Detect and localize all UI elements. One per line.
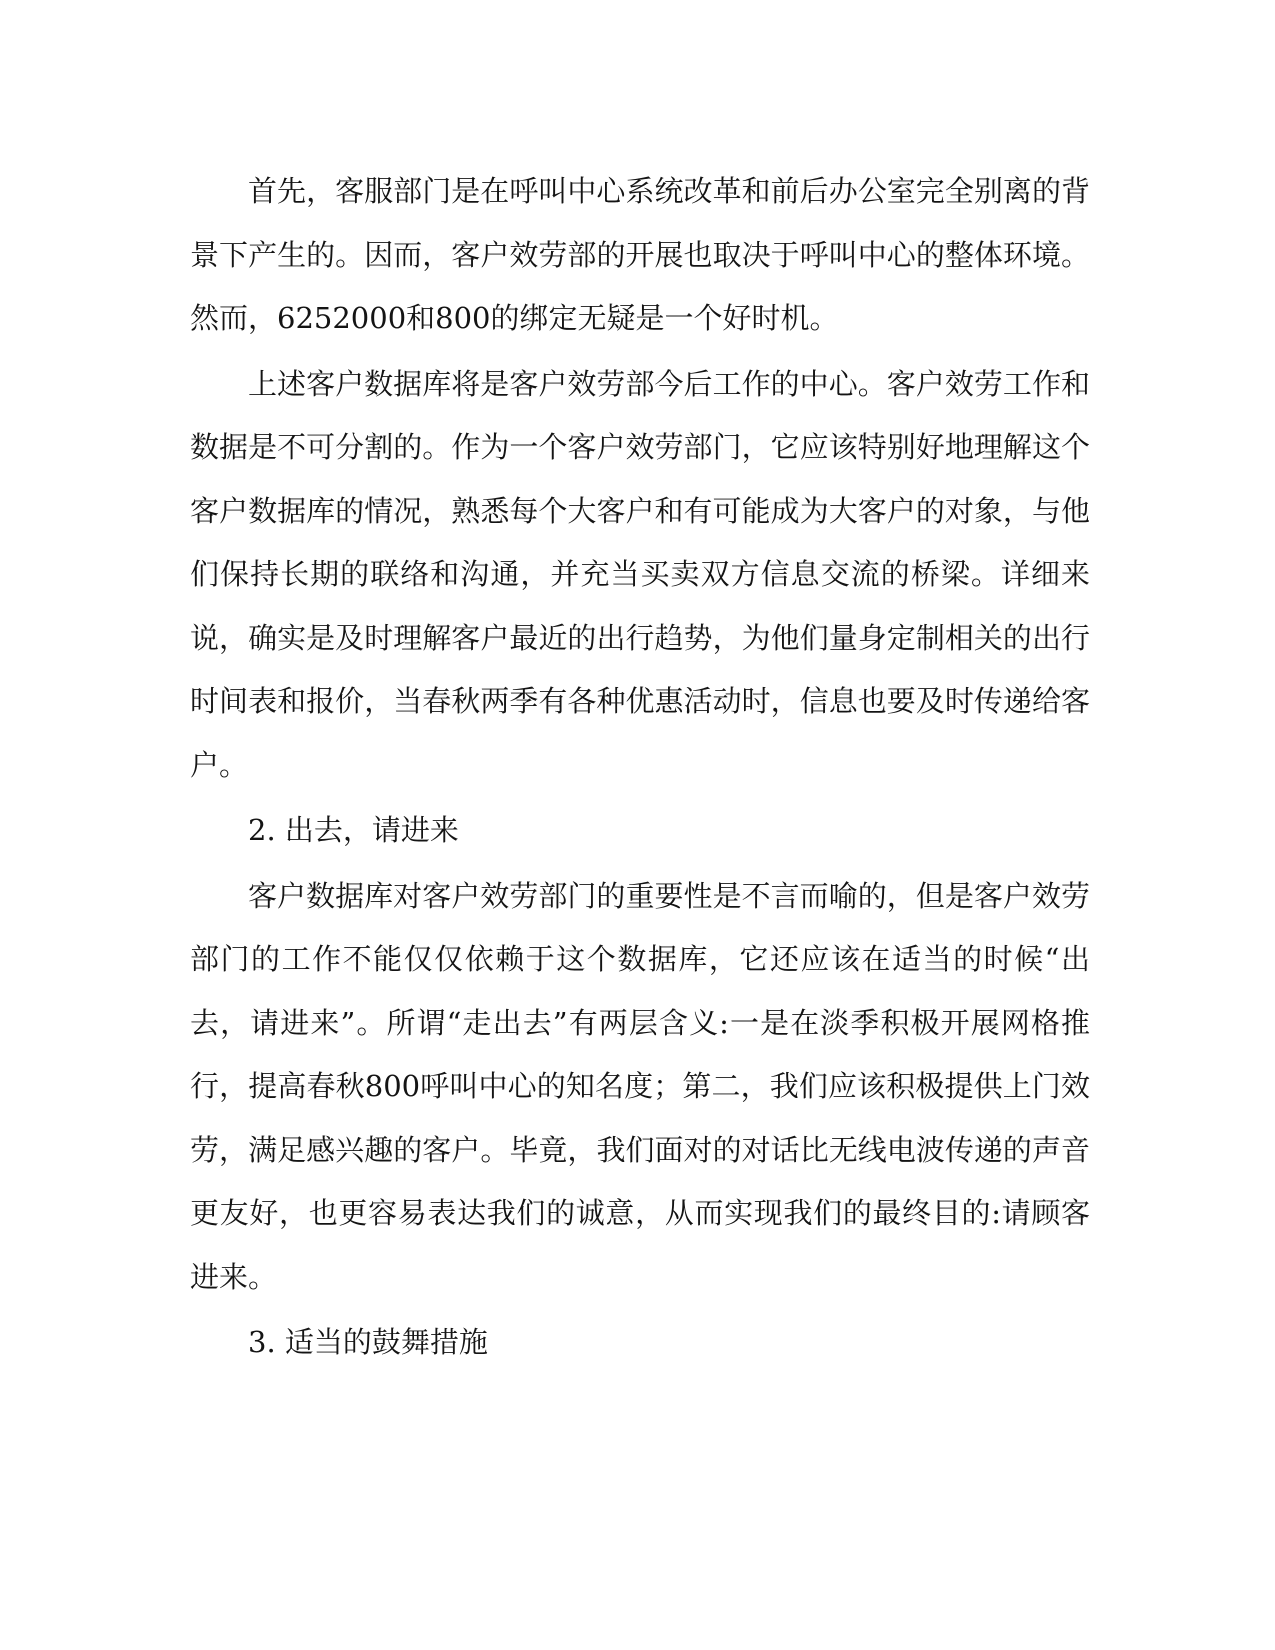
section-heading-2: 2. 出去，请进来 xyxy=(248,813,459,847)
paragraph-go-out-invite-in: 客户数据库对客户效劳部门的重要性是不言而喻的，但是客户效劳部门的工作不能仅仅依赖于这个数据库，它还应该在适当的时候“出去，请进来”。所谓“走出去”有两层含义:一是在淡季积极开展网格推行，提高春秋800呼叫中心的知名度；第二，我们应该积极提供上门效劳，满足感兴趣的客户。毕竟，我们面对的对话比无线电波传递的声音更友好，也更容易表达我们的诚意，从而实现我们的最终目的:请顾客进来。 xyxy=(190,878,1090,1294)
section-heading-3: 3. 适当的鼓舞措施 xyxy=(248,1325,488,1359)
paragraph-background: 首先，客服部门是在呼叫中心系统改革和前后办公室完全别离的背景下产生的。因而，客户效劳部的开展也取决于呼叫中心的整体环境。然而，6252000和800的绑定无疑是一个好时机。 xyxy=(190,174,1090,335)
paragraph-customer-database: 上述客户数据库将是客户效劳部今后工作的中心。客户效劳工作和数据是不可分割的。作为一个客户效劳部门，它应该特别好地理解这个客户数据库的情况，熟悉每个大客户和有可能成为大客户的对象，与他们保持长期的联络和沟通，并充当买卖双方信息交流的桥梁。详细来说，确实是及时理解客户最近的出行趋势，为他们量身定制相关的出行时间表和报价，当春秋两季有各种优惠活动时，信息也要及时传递给客户。 xyxy=(190,366,1090,782)
document-body xyxy=(190,160,1090,1375)
